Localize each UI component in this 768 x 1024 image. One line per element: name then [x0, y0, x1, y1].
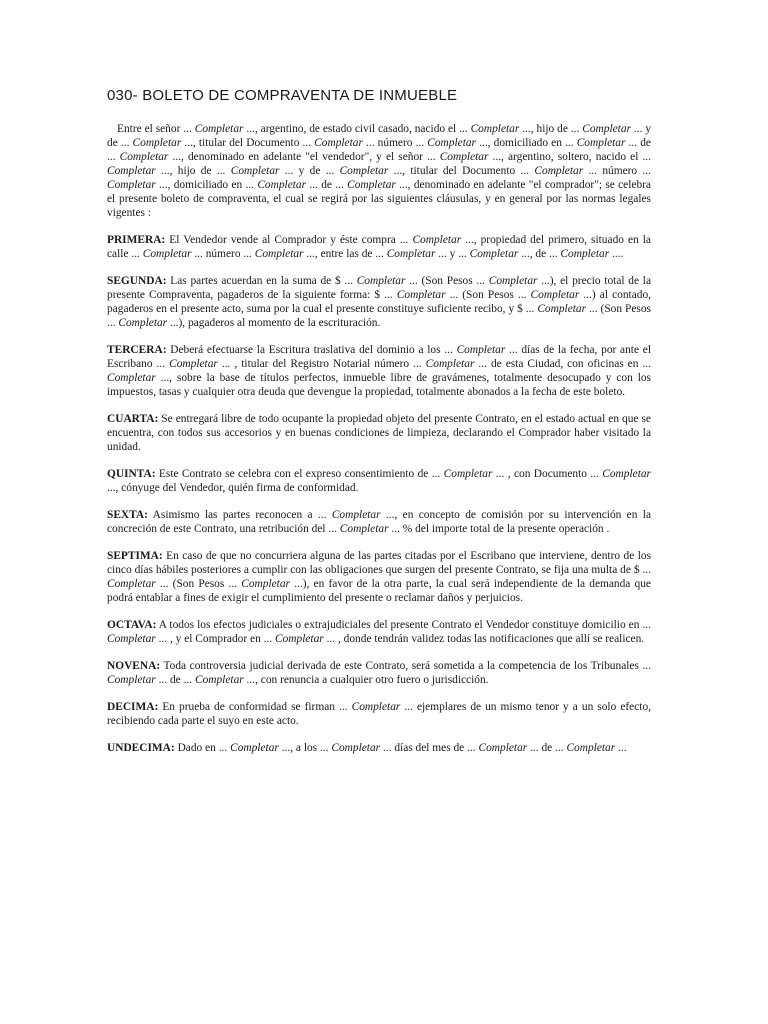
- clause-paragraph: [107, 412, 651, 454]
- clause-label: SEPTIMA:: [107, 550, 163, 562]
- clause-label: TERCERA:: [107, 344, 167, 356]
- clause-label: DECIMA:: [107, 701, 159, 713]
- clause-paragraph: [107, 343, 651, 399]
- clause-text: Dado en ... Completar ..., a los ... Completar ... días del mes de ... Completar ... de ... Completar ...: [177, 742, 627, 754]
- clause-label: QUINTA:: [107, 468, 156, 480]
- clause-text: En caso de que no concurriera alguna de las partes citadas por el Escribano que interviene, dentro de los cinco días hábiles posteriores a cumplir con las obligaciones que surgen del presente Contrato, se fija una multa de $ ... Completar ... (Son Pesos ... Completar ...), en favor de la otra parte, la cual será independiente de la demanda que podrá entablar a fines de exigir el cumplimiento del presente o reclamar daños y perjuicios.: [107, 550, 651, 604]
- clause-paragraph: [107, 700, 651, 728]
- clause-label: SEGUNDA:: [107, 275, 167, 287]
- clause-text: Toda controversia judicial derivada de este Contrato, será sometida a la competencia de los Tribunales ... Completar ... de ... Completar ..., con renuncia a cualquier otro fuero o jurisdicción.: [107, 660, 651, 686]
- clause-paragraph: [107, 618, 651, 646]
- clause-paragraph: [107, 274, 651, 330]
- clause-paragraph: [107, 467, 651, 495]
- clause-text: Deberá efectuarse la Escritura traslativa del dominio a los ... Completar ... días de la fecha, por ante el Escribano ... Completar ... , titular del Registro Notarial número ... Completar ... de esta Ciudad, con oficinas en ... Completar ..., sobre la base de títulos perfectos, inmueble libre de gravámenes, totalmente desocupado y con los impuestos, tasas y cualquier otra deuda que devengue la propiedad, totalmente abonados a la fecha de este boleto.: [107, 344, 651, 398]
- clause-text: En prueba de conformidad se firman ... Completar ... ejemplares de un mismo tenor y a un solo efecto, recibiendo cada parte el suyo en este acto.: [107, 701, 652, 727]
- clause-text: El Vendedor vende al Comprador y éste compra ... Completar ..., propiedad del primero, situado en la calle ... Completar ... número ... Completar ..., entre las de ... Completar ... y ... Completar ..., de ... Completar ....: [107, 234, 651, 260]
- intro-paragraph: [107, 122, 651, 220]
- clause-paragraph: [107, 233, 651, 261]
- clause-paragraph: [107, 549, 651, 605]
- clause-paragraph: [107, 508, 651, 536]
- clause-label: CUARTA:: [107, 413, 159, 425]
- document-page: [107, 87, 651, 768]
- clause-paragraph: [107, 741, 651, 755]
- clause-text: Asimismo las partes reconocen a ... Completar ..., en concepto de comisión por su intervención en la concreción de este Contrato, una retribución del ... Completar ... % del importe total de la presente operación .: [107, 509, 652, 535]
- clause-label: SEXTA:: [107, 509, 148, 521]
- clause-text: Entre el señor ... Completar ..., argentino, de estado civil casado, nacido el ... Completar ..., hijo de ... Completar ... y de ... Completar ..., titular del Documento ... Completar ... número ... Completar ..., domiciliado en ... Completar ... de ... Completar ..., denominado en adelante "el vendedor", y el señor ... Completar ..., argentino, soltero, nacido el ... Completar ..., hijo de ... Completar ... y de ... Completar ..., titular del Documento ... Completar ... número ... Completar ..., domiciliado en ... Completar ... de ... Completar ..., denominado en adelante "el comprador"; se celebra el presente boleto de compraventa, el cual se regirá por las siguientes cláusulas, y en general por las normas legales vigentes :: [107, 123, 652, 219]
- clause-text: Se entregará libre de todo ocupante la propiedad objeto del presente Contrato, en el estado actual en que se encuentra, con todos sus accesorios y en buenas condiciones de limpieza, declarando el Comprador haber visitado la unidad.: [107, 413, 651, 453]
- clause-label: UNDECIMA:: [107, 742, 175, 754]
- document-title: 030- BOLETO DE COMPRAVENTA DE INMUEBLE: [107, 87, 458, 104]
- clause-text: Las partes acuerdan en la suma de $ ... Completar ... (Son Pesos ... Completar ...), el precio total de la presente Compraventa, pagaderos de la siguiente forma: $ ... Completar ... (Son Pesos ... Completar ...) al contado, pagaderos en el presente acto, suma por la cual el presente constituye suficiente recibo, y $ ... Completar ... (Son Pesos ... Completar ...), pagaderos al momento de la escrituración.: [107, 275, 652, 329]
- clause-text: A todos los efectos judiciales o extrajudiciales del presente Contrato el Vendedor constituye domicilio en ... Completar ... , y el Comprador en ... Completar ... , donde tendrán validez todas las notificaciones que allí se realicen.: [107, 619, 651, 645]
- clause-paragraph: [107, 659, 651, 687]
- clause-label: PRIMERA:: [107, 234, 166, 246]
- clause-label: OCTAVA:: [107, 619, 157, 631]
- document-body: [107, 122, 651, 755]
- clause-label: NOVENA:: [107, 660, 161, 672]
- clause-text: Este Contrato se celebra con el expreso consentimiento de ... Completar ... , con Documento ... Completar ..., cónyuge del Vendedor, quién firma de conformidad.: [107, 468, 651, 494]
